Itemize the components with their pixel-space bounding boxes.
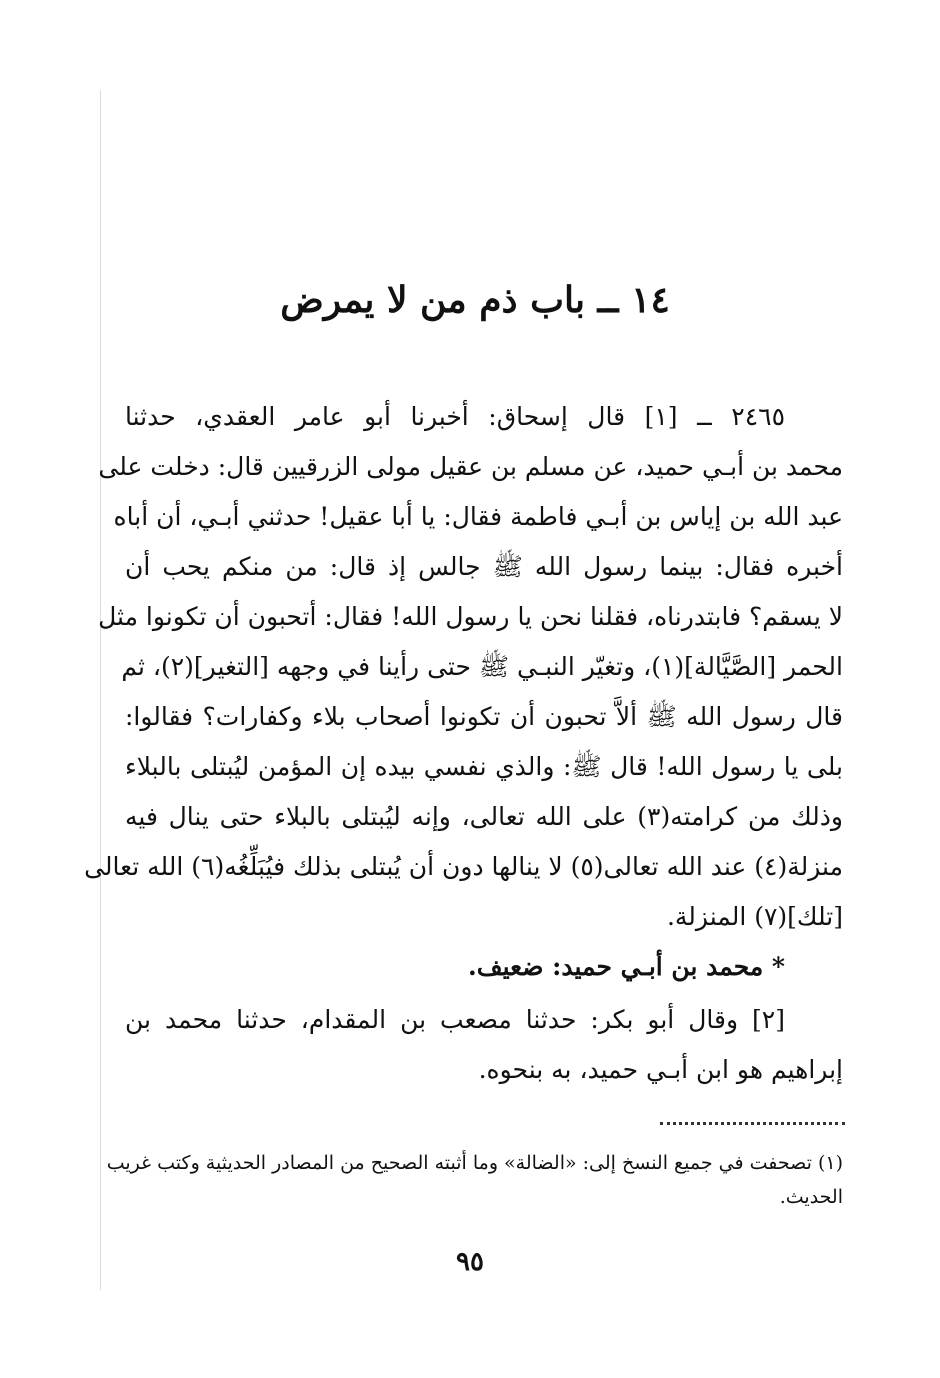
chapter-title: ١٤ ــ باب ذم من لا يمرض [280, 279, 670, 321]
footnote-line: الحديث. [779, 1186, 843, 1208]
narrator-grading-note [125, 942, 843, 992]
text-line: منزلة(٤) عند الله تعالى(٥) لا ينالها دون أن يُبتلى بذلك فيُبَلِّغُه(٦) الله تعالى [84, 852, 843, 881]
text-line: محمد بن أبـي حميد، عن مسلم بن عقيل مولى الزرقيين قال: دخلت على [98, 452, 843, 481]
note-line: * محمد بن أبـي حميد: ضعيف. [468, 952, 785, 981]
text-line: قال رسول الله ﷺ ألاَّ تحبون أن تكونوا أصحاب بلاء وكفارات؟ فقالوا: [125, 702, 843, 731]
text-line: إبراهيم هو ابن أبـي حميد، به بنحوه. [478, 1055, 843, 1084]
hadith-text [84, 392, 843, 942]
text-line: [تلك](٧) المنزلة. [666, 902, 843, 931]
text-line: الحمر [الصَّيَّالة](١)، وتغيّر النبـي ﷺ حتى رأينا في وجهه [التغير](٢)، ثم [121, 652, 843, 681]
text-line: ٢٤٦٥ ــ [١] قال إسحاق: أخبرنا أبو عامر العقدي، حدثنا [125, 402, 785, 431]
second-chain-text [125, 995, 843, 1095]
text-line: [٢] وقال أبو بكر: حدثنا مصعب بن المقدام، حدثنا محمد بن [125, 1005, 785, 1034]
text-line: أخبره فقال: بينما رسول الله ﷺ جالس إذ قال: من منكم يحب أن [125, 552, 843, 581]
footnotes [106, 1146, 843, 1214]
text-line: لا يسقم؟ فابتدرناه، فقلنا نحن يا رسول الله! فقال: أتحبون أن تكونوا مثل [98, 602, 843, 631]
page-fold-line [100, 90, 101, 1290]
text-line: وذلك من كرامته(٣) على الله تعالى، وإنه ليُبتلى بالبلاء حتى ينال فيه [125, 802, 843, 831]
footnote-separator [660, 1122, 845, 1125]
text-line: عبد الله بن إياس بن أبـي فاطمة فقال: يا أبا عقيل! حدثني أبـي، أن أباه [113, 502, 843, 531]
page-number: ٩٥ [456, 1247, 484, 1277]
footnote-line: (١) تصحفت في جميع النسخ إلى: «الضالة» وما أثبته الصحيح من المصادر الحديثية وكتب غريب [106, 1152, 843, 1174]
text-line: بلى يا رسول الله! قال ﷺ: والذي نفسي بيده إن المؤمن ليُبتلى بالبلاء [125, 752, 843, 781]
